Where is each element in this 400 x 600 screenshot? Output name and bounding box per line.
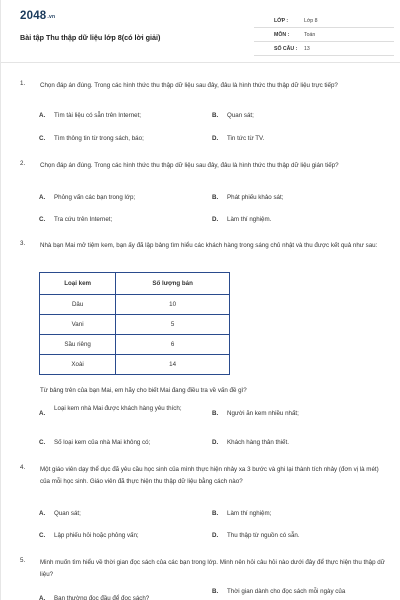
option-letter: D. bbox=[212, 135, 219, 142]
option-text: Làm thí nghiệm. bbox=[227, 216, 272, 223]
meta-table bbox=[254, 14, 394, 56]
option-text: Phỏng vấn các bạn trong lớp; bbox=[54, 194, 136, 201]
option-text: Số loại kem của nhà Mai không có; bbox=[54, 439, 151, 446]
document-header bbox=[20, 10, 392, 62]
meta-key: SỐ CÂU : bbox=[274, 46, 298, 52]
option-letter: C. bbox=[39, 216, 46, 223]
meta-row-class bbox=[254, 14, 394, 28]
meta-value: Toán bbox=[304, 32, 316, 38]
question-stem: Một giáo viên dạy thể dục đã yêu cầu học sinh của mình thực hiện nhảy xa 3 bước và ghi lại thành tích nhảy (đơn vị là mét) của mỗi học sinh. Giáo viên đã thực hiện thu thập dữ liệu bằng cách nào? bbox=[40, 466, 379, 485]
option-letter: A. bbox=[39, 410, 46, 417]
option-letter: C. bbox=[39, 439, 46, 446]
question-stem: Minh muốn tìm hiểu về thời gian đọc sách của các bạn trong lớp. Minh nên hỏi câu hỏi nào dưới đây để thực hiện thu thập dữ liệu? bbox=[40, 559, 385, 578]
option-text: Người ăn kem nhiều nhất; bbox=[227, 410, 299, 417]
meta-value: 13 bbox=[304, 46, 310, 52]
option-text: Tìm tài liệu có sẵn trên Internet; bbox=[54, 112, 142, 119]
question-number: 1. bbox=[20, 80, 26, 87]
option-text: Tra cứu trên Internet; bbox=[54, 216, 113, 223]
option-text: Quan sát; bbox=[54, 510, 81, 517]
table-header-row bbox=[40, 273, 230, 295]
logo-text: 2048 bbox=[20, 10, 47, 22]
option-text: Làm thí nghiệm; bbox=[227, 510, 272, 517]
question-stem: Nhà bạn Mai mở tiệm kem, bạn ấy đã lập bảng tìm hiểu các khách hàng trong sáng chủ nhật và thu được kết quả như sau: bbox=[40, 242, 378, 249]
table-row bbox=[40, 295, 230, 315]
meta-key: LỚP : bbox=[274, 18, 289, 24]
table-cell: 10 bbox=[116, 295, 230, 315]
meta-key: MÔN : bbox=[274, 32, 290, 38]
site-logo[interactable] bbox=[20, 10, 55, 22]
option-letter: D. bbox=[212, 216, 219, 223]
table-row bbox=[40, 315, 230, 335]
option-letter: C. bbox=[39, 135, 46, 142]
table-cell: Vani bbox=[40, 315, 116, 335]
table-row bbox=[40, 335, 230, 355]
table-cell: Xoài bbox=[40, 355, 116, 375]
option-text: Tin tức từ TV. bbox=[227, 135, 265, 142]
document-title: Bài tập Thu thập dữ liệu lớp 8(có lời giải) bbox=[20, 33, 161, 42]
table-cell: Dâu bbox=[40, 295, 116, 315]
table-header-cell: Loại kem bbox=[40, 273, 116, 295]
option-letter: B. bbox=[212, 112, 219, 119]
option-letter: B. bbox=[212, 410, 219, 417]
option-letter: A. bbox=[39, 112, 46, 119]
option-text: Thu thập từ nguồn có sẵn. bbox=[227, 532, 300, 539]
option-letter: D. bbox=[212, 439, 219, 446]
logo-suffix: .vn bbox=[47, 14, 56, 20]
option-text: Phát phiếu khảo sát; bbox=[227, 194, 284, 201]
question-stem: Chọn đáp án đúng. Trong các hình thức thu thập dữ liệu sau đây, đâu là hình thức thu thập dữ liệu gián tiếp? bbox=[40, 162, 339, 169]
option-letter: B. bbox=[212, 510, 219, 517]
option-text: Bạn thường đọc đầu để đọc sách? bbox=[54, 595, 150, 600]
question-number: 3. bbox=[20, 240, 26, 247]
table-cell: 5 bbox=[116, 315, 230, 335]
ice-cream-table bbox=[39, 272, 230, 375]
table-cell: 6 bbox=[116, 335, 230, 355]
option-letter: A. bbox=[39, 194, 46, 201]
option-letter: B. bbox=[212, 588, 219, 595]
question-stem: Chọn đáp án đúng. Trong các hình thức thu thập dữ liệu sau đây, đâu là hình thức thu thập dữ liệu trực tiếp? bbox=[40, 82, 338, 89]
option-text: Thời gian dành cho đọc sách mỗi ngày của bbox=[227, 588, 346, 595]
option-text: Loại kem nhà Mai được khách hàng yêu thích; bbox=[54, 405, 182, 412]
option-text: Khách hàng thân thiết. bbox=[227, 439, 289, 446]
question-number: 2. bbox=[20, 160, 26, 167]
option-text: Lập phiếu hỏi hoặc phỏng vấn; bbox=[54, 532, 139, 539]
question-number: 5. bbox=[20, 557, 26, 564]
table-cell: Sầu riêng bbox=[40, 335, 116, 355]
meta-value: Lớp 8 bbox=[304, 18, 318, 24]
option-letter: C. bbox=[39, 532, 46, 539]
option-letter: B. bbox=[212, 194, 219, 201]
meta-row-count bbox=[254, 42, 394, 56]
option-letter: A. bbox=[39, 595, 46, 600]
option-text: Quan sát; bbox=[227, 112, 254, 119]
table-header-cell: Số lượng bán bbox=[116, 273, 230, 295]
table-row bbox=[40, 355, 230, 375]
header-divider bbox=[1, 62, 400, 63]
meta-row-subject bbox=[254, 28, 394, 42]
table-cell: 14 bbox=[116, 355, 230, 375]
question-number: 4. bbox=[20, 464, 26, 471]
option-letter: A. bbox=[39, 510, 46, 517]
question-followup: Từ bảng trên của bạn Mai, em hãy cho biết Mai đang điều tra về vấn đề gì? bbox=[40, 387, 247, 394]
option-letter: D. bbox=[212, 532, 219, 539]
option-text: Tìm thông tin từ trong sách, báo; bbox=[54, 135, 144, 142]
